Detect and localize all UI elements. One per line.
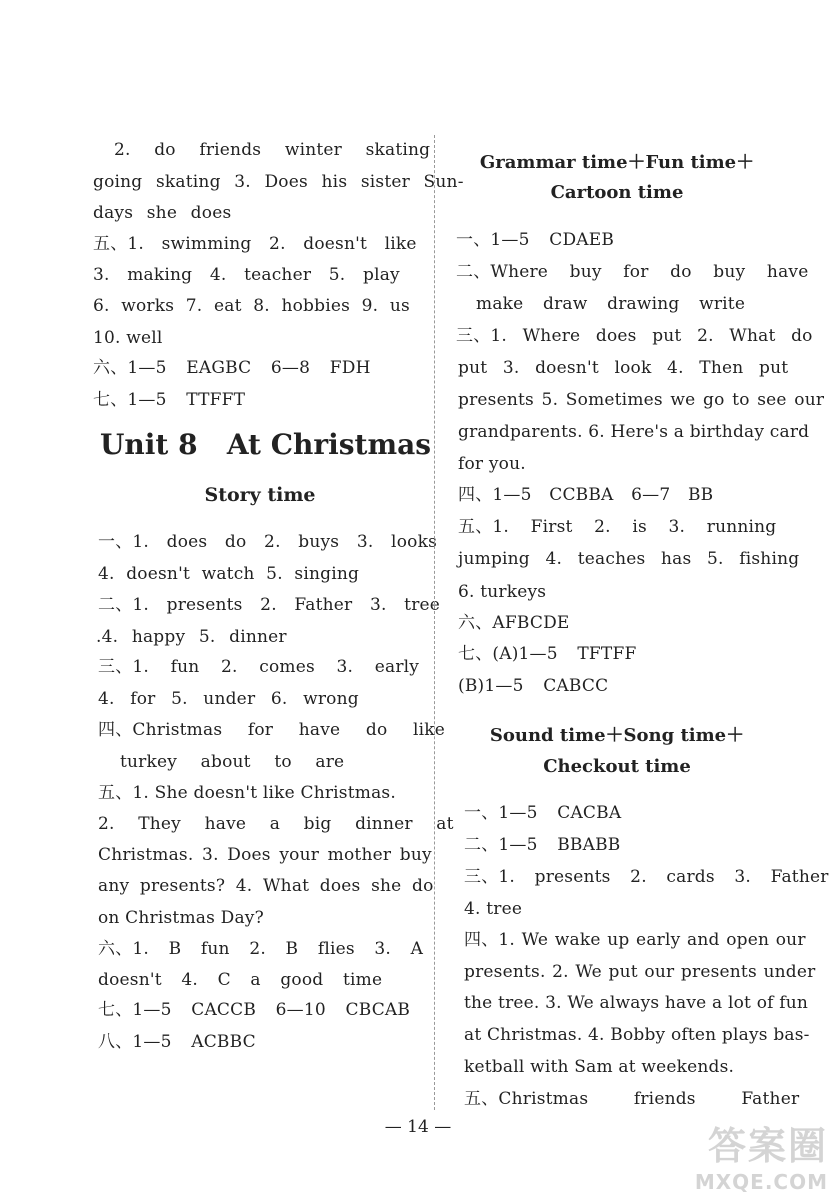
answer-line: put 3. doesn't look 4. Then put [458, 358, 789, 378]
answer-line: going skating 3. Does his sister Sun- [93, 172, 464, 192]
answer-line: 三、1. fun 2. comes 3. early [98, 657, 420, 677]
answer-line: 四、1—5 CCBBA 6—7 BB [458, 485, 714, 505]
answer-line: 五、Christmas friends Father [464, 1089, 800, 1109]
answer-line: 10. well [93, 328, 163, 348]
answer-line: presents 5. Sometimes we go to see our [458, 390, 825, 410]
answer-line: 二、1. presents 2. Father 3. tree [98, 595, 441, 615]
watermark-url: MXQE.COM [694, 1170, 828, 1194]
answer-line: 3. making 4. teacher 5. play [93, 265, 400, 285]
section-heading-sound: Sound time＋Song time＋ [489, 725, 745, 746]
answer-line: 四、Christmas for have do like [98, 720, 446, 740]
answer-line: grandparents. 6. Here's a birthday card [458, 422, 810, 442]
answer-line: any presents? 4. What does she do [98, 876, 434, 896]
answer-line: the tree. 3. We always have a lot of fun [464, 993, 809, 1013]
answer-line: 三、1. presents 2. cards 3. Father [464, 867, 829, 887]
answer-line: on Christmas Day? [98, 908, 264, 928]
answer-line: turkey about to are [120, 752, 345, 772]
answer-line: 五、1. She doesn't like Christmas. [98, 783, 396, 803]
section-title: Story time [204, 484, 316, 506]
answer-line: 一、1—5 CDAEB [456, 230, 615, 250]
answer-line: (B)1—5 CABCC [458, 676, 609, 696]
answer-line: presents. 2. We put our presents under [464, 962, 816, 982]
answer-line: 五、1. swimming 2. doesn't like [93, 234, 417, 254]
answer-line: 七、(A)1—5 TFTFF [458, 644, 637, 664]
column-divider [434, 135, 435, 1110]
answer-line: doesn't 4. C a good time [98, 970, 383, 990]
section-heading-grammar-2: Cartoon time [550, 182, 684, 203]
answer-line: 二、Where buy for do buy have [456, 262, 809, 282]
answer-line: 六、AFBCDE [458, 613, 570, 633]
watermark-logo [695, 1115, 828, 1194]
answer-line: 6. works 7. eat 8. hobbies 9. us [93, 296, 410, 316]
answer-line: 八、1—5 ACBBC [98, 1032, 256, 1052]
answer-line: 七、1—5 CACCB 6—10 CBCAB [98, 1000, 411, 1020]
answer-line: 6. turkeys [458, 582, 547, 602]
answer-line: 2. They have a big dinner at [98, 814, 454, 834]
answer-line: ketball with Sam at weekends. [464, 1057, 735, 1077]
unit-title: Unit 8 At Christmas [100, 428, 431, 461]
answer-line: 4. for 5. under 6. wrong [98, 689, 359, 709]
answer-line: at Christmas. 4. Bobby often plays bas- [464, 1025, 810, 1045]
answer-line: jumping 4. teaches has 5. fishing [458, 549, 800, 569]
answer-line: 2. do friends winter skating [114, 140, 431, 160]
answer-line: 一、1—5 CACBA [464, 803, 622, 823]
answer-line: 二、1—5 BBABB [464, 835, 621, 855]
answer-line: 4. doesn't watch 5. singing [98, 564, 360, 584]
answer-line: for you. [458, 454, 526, 474]
watermark-text: 答案圈 [707, 1124, 828, 1168]
answer-line: 一、1. does do 2. buys 3. looks [98, 532, 437, 552]
answer-line: .4. happy 5. dinner [96, 627, 287, 647]
section-heading-sound-2: Checkout time [543, 756, 691, 777]
answer-line: 三、1. Where does put 2. What do [456, 326, 813, 346]
answer-line: 六、1. B fun 2. B flies 3. A [98, 939, 424, 959]
answer-line: 六、1—5 EAGBC 6—8 FDH [93, 358, 371, 378]
section-heading-grammar: Grammar time＋Fun time＋ [479, 152, 755, 173]
answer-line: Christmas. 3. Does your mother buy [98, 845, 432, 865]
answer-line: 4. tree [464, 899, 523, 919]
answer-line: make draw drawing write [476, 294, 746, 314]
answer-line: 五、1. First 2. is 3. running [458, 517, 777, 537]
answer-line: 七、1—5 TTFFT [93, 390, 246, 410]
page-number: — 14 — [384, 1117, 452, 1137]
answer-line: days she does [93, 203, 232, 223]
answer-line: 四、1. We wake up early and open our [464, 930, 806, 950]
